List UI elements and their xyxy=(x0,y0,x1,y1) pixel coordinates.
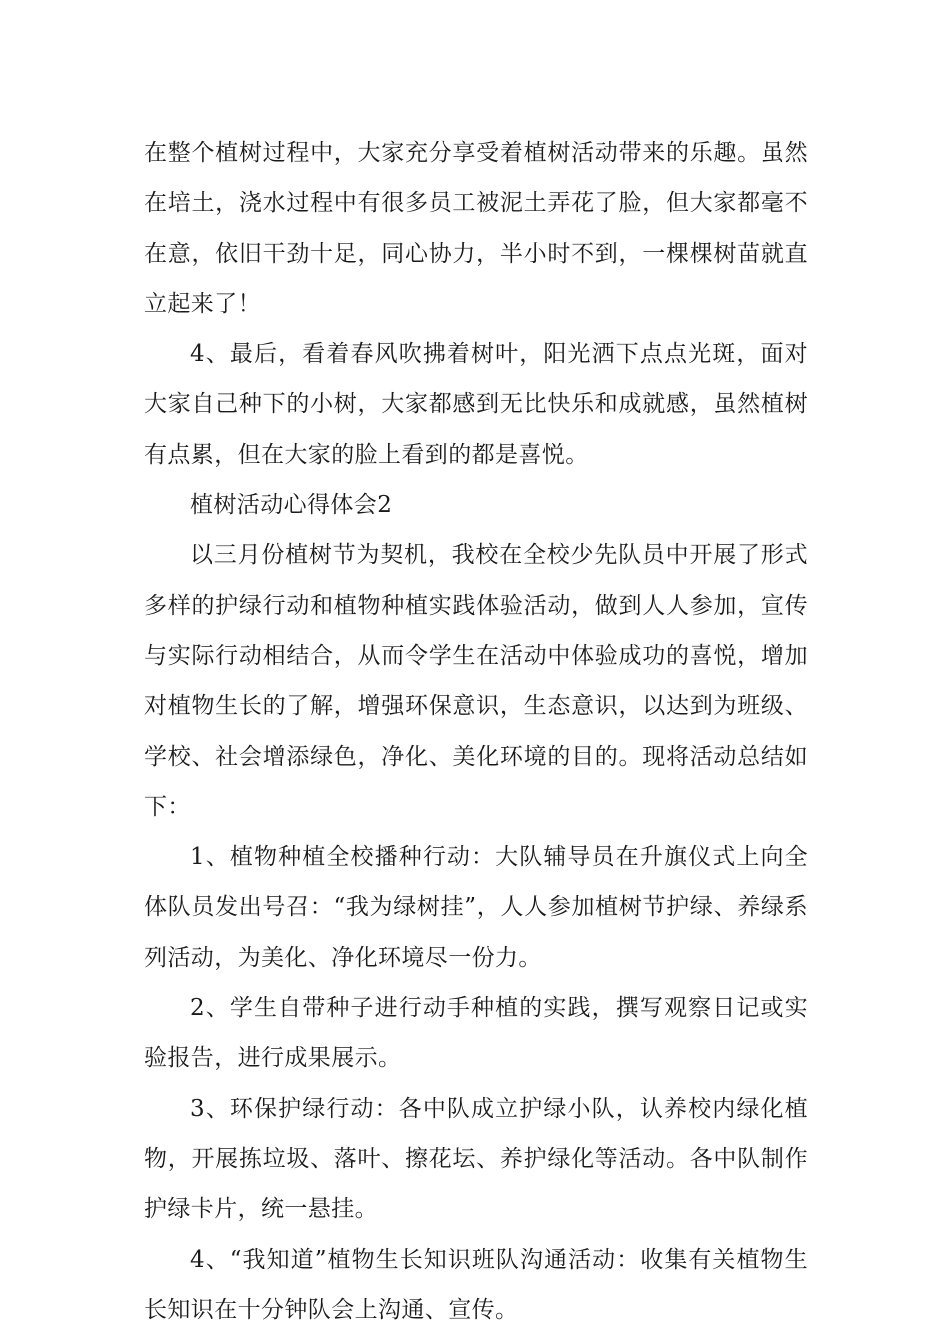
paragraph-item-4: 4、“我知道”植物生长知识班队沟通活动：收集有关植物生长知识在十分钟队会上沟通、宣传。 xyxy=(144,1246,808,1323)
section-heading: 植树活动心得体会2 xyxy=(190,492,393,519)
paragraph-item-2: 2、学生自带种子进行动手种植的实践，撰写观察日记或实验报告，进行成果展示。 xyxy=(144,995,808,1072)
paragraph-intro: 以三月份植树节为契机，我校在全校少先队员中开展了形式多样的护绿行动和植物种植实践体验活动，做到人人参加，宣传与实际行动相结合，从而令学生在活动中体验成功的喜悦，增加对植物生长的了解，增强环保意识，生态意识，以达到为班级、学校、社会增添绿色，净化、美化环境的目的。现将活动总结如下： xyxy=(144,542,808,820)
paragraph-item-1: 1、植物种植全校播种行动：大队辅导员在升旗仪式上向全体队员发出号召：“我为绿树挂”，人人参加植树节护绿、养绿系列活动，为美化、净化环境尽一份力。 xyxy=(144,844,808,971)
paragraph-item-3: 3、环保护绿行动：各中队成立护绿小队，认养校内绿化植物，开展拣垃圾、落叶、擦花坛、养护绿化等活动。各中队制作护绿卡片，统一悬挂。 xyxy=(144,1095,808,1223)
paragraph-item-4-last: 4、最后，看着春风吹拂着树叶，阳光洒下点点光斑，面对大家自己种下的小树，大家都感到无比快乐和成就感，虽然植树有点累，但在大家的脸上看到的都是喜悦。 xyxy=(144,341,808,468)
paragraph-continuation: 在整个植树过程中，大家充分享受着植树活动带来的乐趣。虽然在培土，浇水过程中有很多员工被泥土弄花了脸，但大家都毫不在意，依旧干劲十足，同心协力，半小时不到，一棵棵树苗就直立起来了！ xyxy=(144,140,808,317)
document-body xyxy=(144,128,808,1335)
